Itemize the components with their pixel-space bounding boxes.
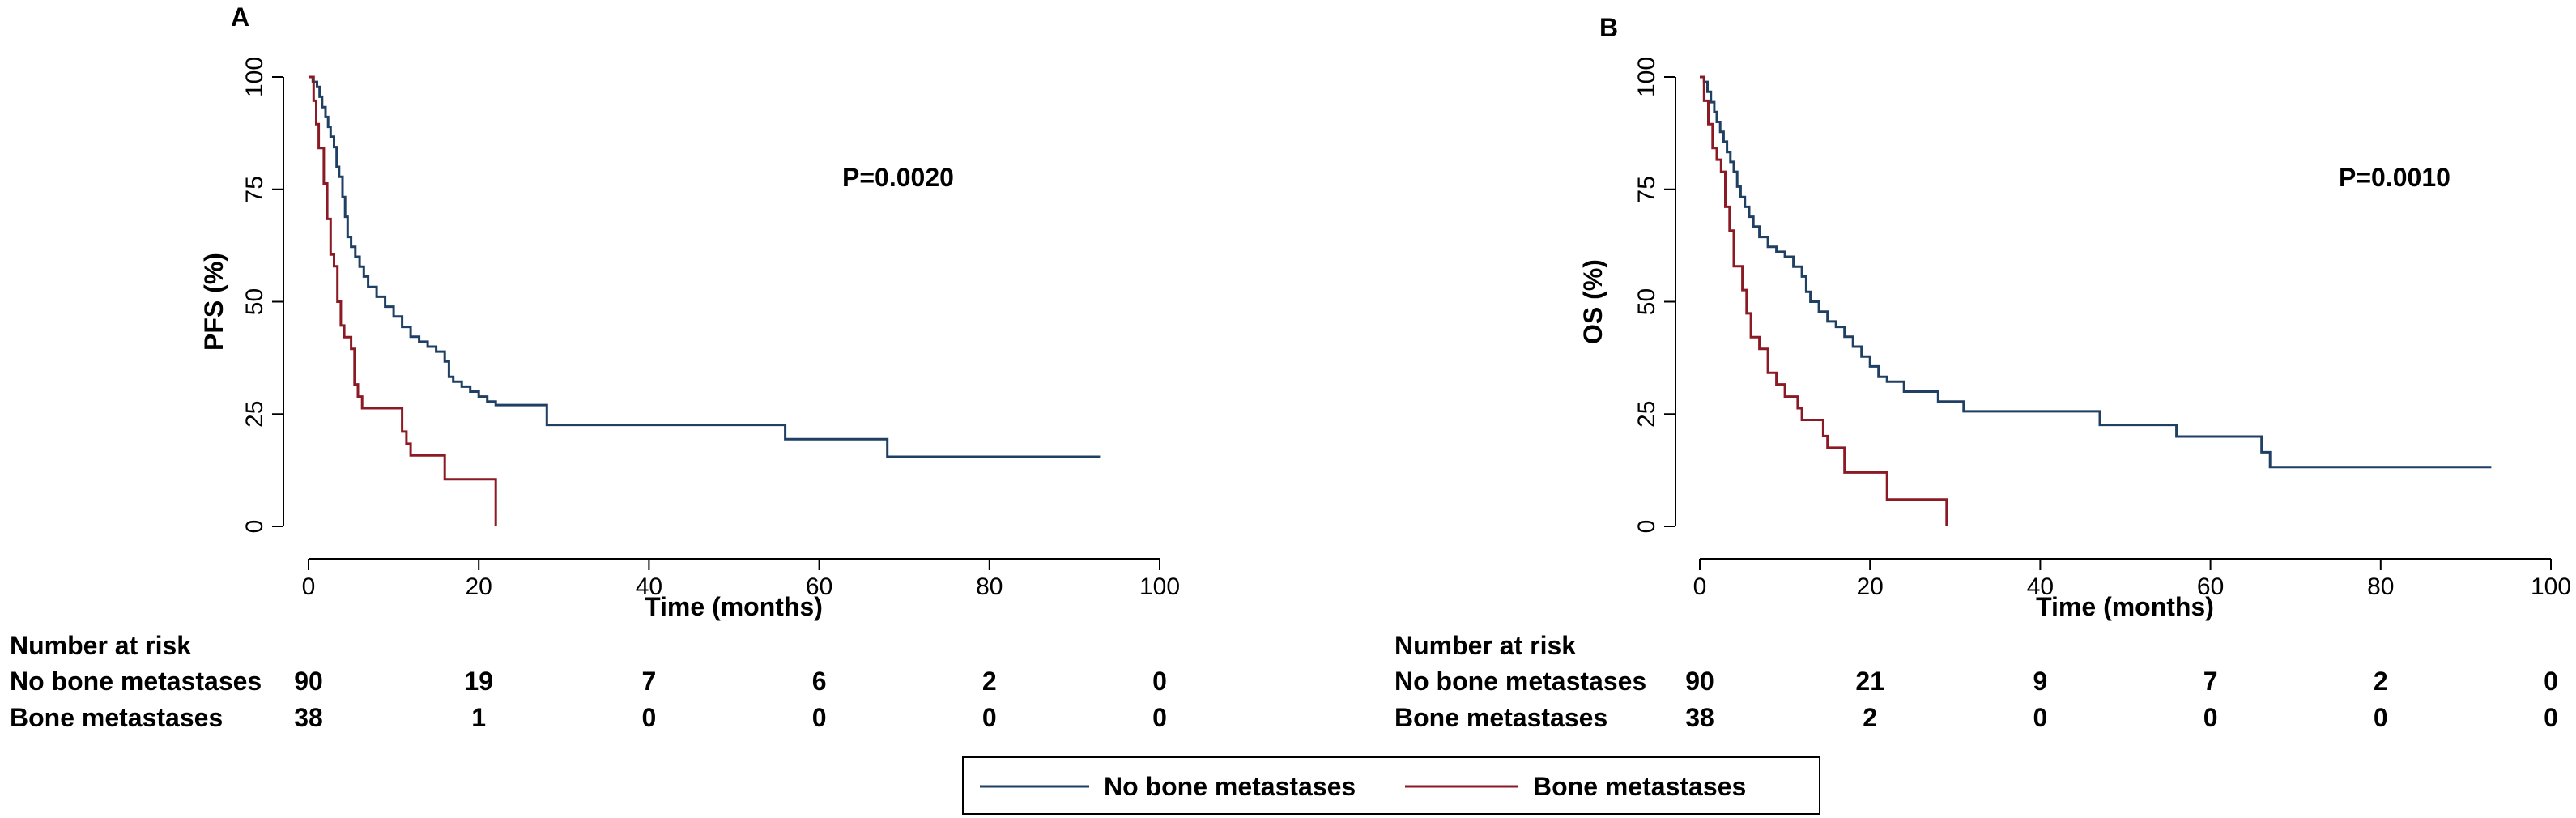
panel-letter: B xyxy=(1599,13,1619,42)
risk-count: 2 xyxy=(1863,703,1878,732)
x-tick-label: 0 xyxy=(301,573,316,600)
risk-count: 38 xyxy=(294,703,323,732)
risk-count: 0 xyxy=(1152,667,1167,696)
risk-row-label: Bone metastases xyxy=(1394,703,1608,732)
y-axis-title: PFS (%) xyxy=(199,253,228,351)
p-value-annotation: P=0.0010 xyxy=(2339,163,2450,192)
risk-count: 90 xyxy=(294,667,323,696)
risk-count: 0 xyxy=(2033,703,2048,732)
risk-count: 0 xyxy=(2203,703,2218,732)
risk-table-title: Number at risk xyxy=(1394,631,1577,660)
risk-count: 90 xyxy=(1685,667,1714,696)
y-tick-label: 75 xyxy=(1633,176,1660,203)
legend-label-no-bone: No bone metastases xyxy=(1104,772,1356,801)
x-tick-label: 100 xyxy=(2530,573,2572,600)
y-tick-label: 0 xyxy=(241,519,268,534)
risk-row-label: No bone metastases xyxy=(1394,667,1647,696)
risk-count: 19 xyxy=(464,667,493,696)
x-tick-label: 80 xyxy=(2367,573,2395,600)
x-tick-label: 60 xyxy=(2196,573,2225,600)
x-tick-label: 60 xyxy=(805,573,833,600)
risk-count: 7 xyxy=(641,667,657,696)
p-value-annotation: P=0.0020 xyxy=(842,163,954,192)
risk-count: 2 xyxy=(981,667,997,696)
x-tick-label: 100 xyxy=(1139,573,1181,600)
y-tick-label: 0 xyxy=(1633,519,1660,534)
risk-count: 6 xyxy=(811,667,827,696)
risk-count: 1 xyxy=(471,703,487,732)
y-tick-label: 75 xyxy=(241,176,268,203)
risk-count: 0 xyxy=(981,703,997,732)
risk-count: 9 xyxy=(2033,667,2048,696)
x-tick-label: 80 xyxy=(976,573,1003,600)
risk-count: 0 xyxy=(641,703,657,732)
risk-count: 0 xyxy=(2544,703,2558,732)
x-tick-label: 20 xyxy=(465,573,492,600)
y-axis-title: OS (%) xyxy=(1578,259,1607,344)
risk-count: 0 xyxy=(811,703,827,732)
y-tick-label: 50 xyxy=(1633,288,1660,316)
risk-count: 21 xyxy=(1855,667,1884,696)
x-tick-label: 20 xyxy=(1856,573,1884,600)
y-tick-label: 50 xyxy=(241,288,268,316)
x-tick-label: 0 xyxy=(1692,573,1707,600)
y-tick-label: 100 xyxy=(1633,56,1660,98)
y-tick-label: 25 xyxy=(241,400,268,428)
risk-table-title: Number at risk xyxy=(10,631,192,660)
y-tick-label: 100 xyxy=(241,56,268,98)
legend-label-bone: Bone metastases xyxy=(1533,772,1747,801)
risk-count: 0 xyxy=(2373,703,2388,732)
risk-count: 0 xyxy=(1152,703,1167,732)
legend xyxy=(963,757,1820,814)
risk-count: 2 xyxy=(2373,667,2388,696)
x-axis-title: Time (months) xyxy=(645,592,823,621)
risk-row-label: Bone metastases xyxy=(10,703,224,732)
y-tick-label: 25 xyxy=(1633,400,1660,428)
x-axis-title: Time (months) xyxy=(2036,592,2214,621)
risk-count: 7 xyxy=(2203,667,2218,696)
risk-count: 38 xyxy=(1685,703,1714,732)
panel-letter: A xyxy=(231,2,250,32)
risk-row-label: No bone metastases xyxy=(10,667,262,696)
risk-count: 0 xyxy=(2544,667,2558,696)
x-tick-label: 40 xyxy=(2026,573,2054,600)
x-tick-label: 40 xyxy=(635,573,663,600)
